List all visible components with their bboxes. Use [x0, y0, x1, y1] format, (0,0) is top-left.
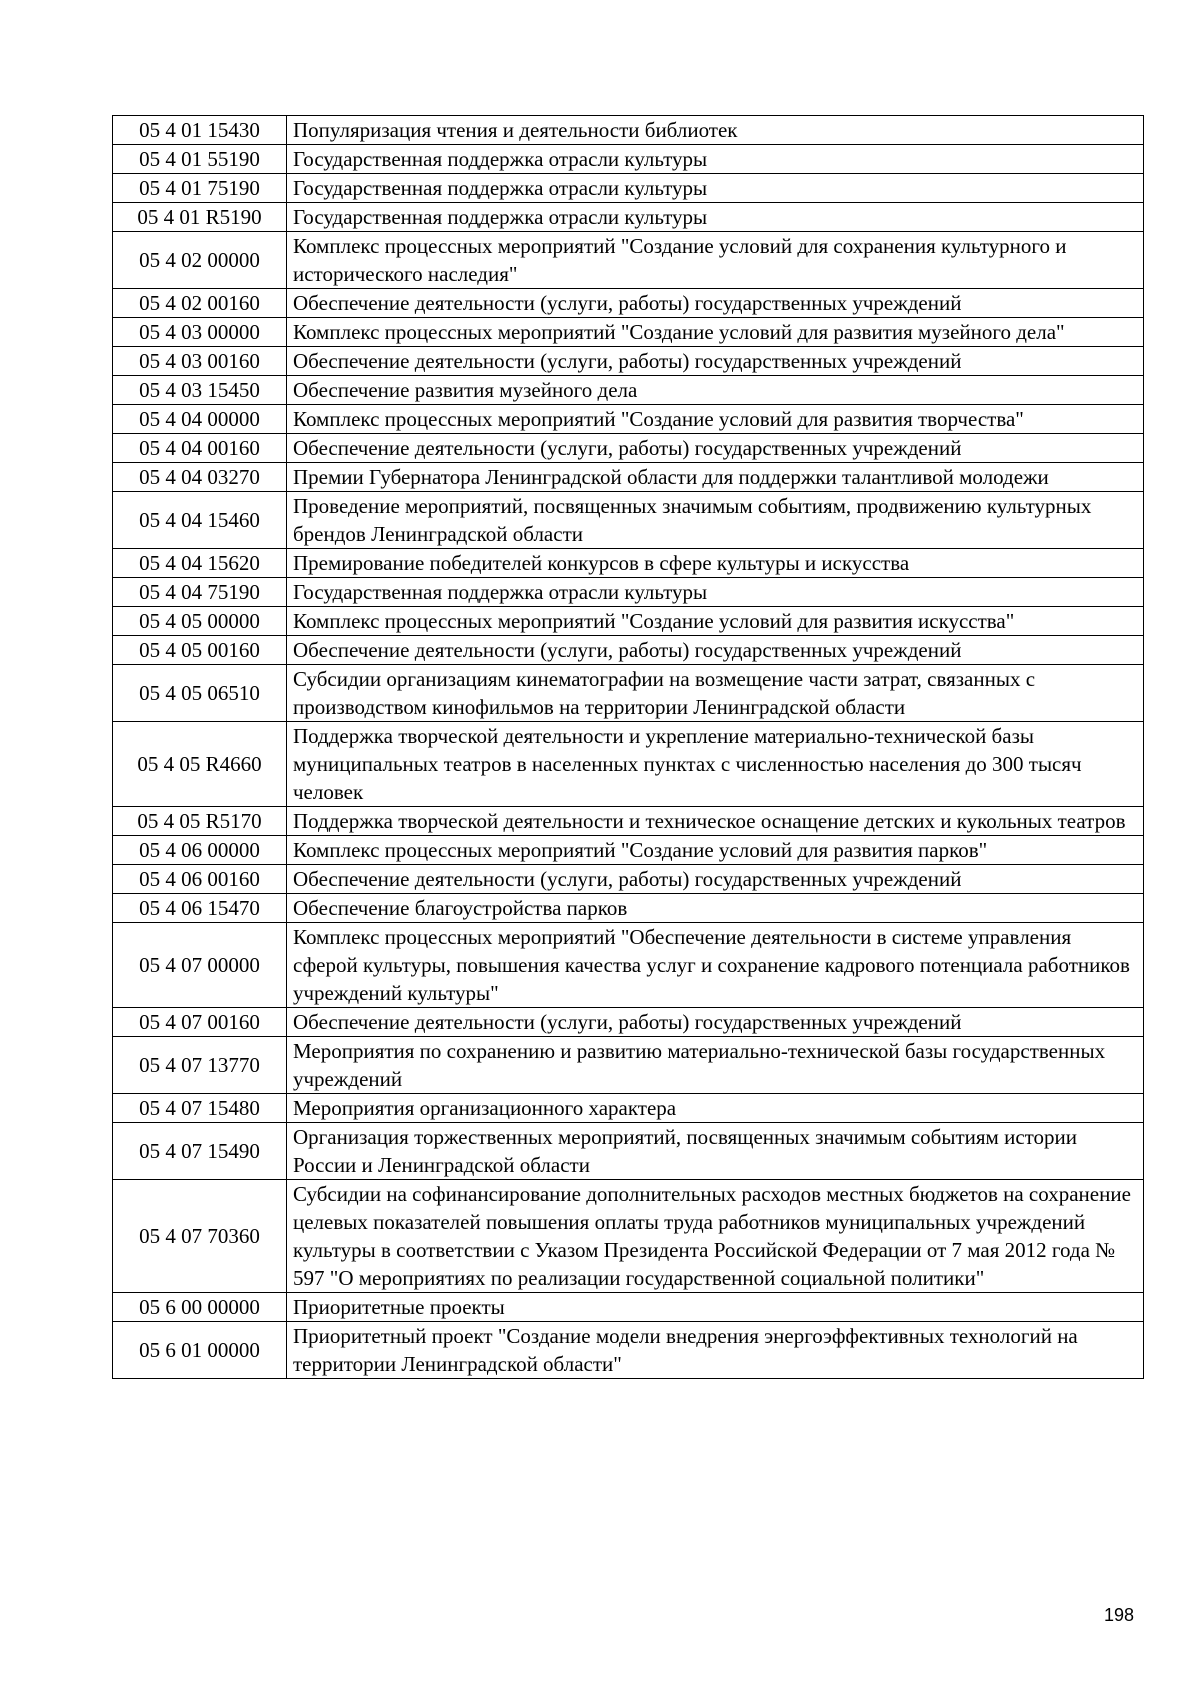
- row-name-cell: Обеспечение деятельности (услуги, работы) государственных учреждений: [287, 347, 1144, 376]
- table-row: [113, 116, 1144, 145]
- row-code-cell: 05 4 05 R5170: [113, 807, 287, 836]
- row-name-cell: Субсидии организациям кинематографии на возмещение части затрат, связанных с производством кинофильмов на территории Ленинградской области: [287, 665, 1144, 722]
- row-code-cell: 05 4 04 15620: [113, 549, 287, 578]
- row-code-cell: 05 4 01 R5190: [113, 203, 287, 232]
- table-row: [113, 1094, 1144, 1123]
- table-row: [113, 174, 1144, 203]
- row-name-cell: Государственная поддержка отрасли культуры: [287, 145, 1144, 174]
- row-code-cell: 05 4 07 70360: [113, 1180, 287, 1293]
- row-code-cell: 05 4 02 00000: [113, 232, 287, 289]
- table-row: [113, 434, 1144, 463]
- page-number: 198: [1104, 1605, 1135, 1625]
- table-row: [113, 1322, 1144, 1379]
- row-name-cell: Государственная поддержка отрасли культуры: [287, 174, 1144, 203]
- row-name-cell: Субсидии на софинансирование дополнительных расходов местных бюджетов на сохранение целевых показателей повышения оплаты труда работников муниципальных учреждений культуры в соответствии с Указом Президента Российской Федерации от 7 мая 2012 года № 597 "О мероприятиях по реализации государственной социальной политики": [287, 1180, 1144, 1293]
- row-name-cell: Премирование победителей конкурсов в сфере культуры и искусства: [287, 549, 1144, 578]
- table-row: [113, 318, 1144, 347]
- table-row: [113, 492, 1144, 549]
- row-code-cell: 05 4 04 00160: [113, 434, 287, 463]
- row-name-cell: Премии Губернатора Ленинградской области для поддержки талантливой молодежи: [287, 463, 1144, 492]
- table-row: [113, 923, 1144, 1008]
- row-name-cell: Мероприятия по сохранению и развитию материально-технической базы государственных учреждений: [287, 1037, 1144, 1094]
- row-name-cell: Обеспечение деятельности (услуги, работы) государственных учреждений: [287, 636, 1144, 665]
- table-row: [113, 807, 1144, 836]
- row-name-cell: Комплекс процессных мероприятий "Создание условий для развития парков": [287, 836, 1144, 865]
- row-code-cell: 05 4 05 00160: [113, 636, 287, 665]
- row-code-cell: 05 4 05 06510: [113, 665, 287, 722]
- row-name-cell: Проведение мероприятий, посвященных значимым событиям, продвижению культурных брендов Ленинградской области: [287, 492, 1144, 549]
- row-name-cell: Мероприятия организационного характера: [287, 1094, 1144, 1123]
- table-row: [113, 289, 1144, 318]
- row-name-cell: Обеспечение благоустройства парков: [287, 894, 1144, 923]
- row-name-cell: Комплекс процессных мероприятий "Создание условий для развития музейного дела": [287, 318, 1144, 347]
- row-code-cell: 05 4 02 00160: [113, 289, 287, 318]
- table-row: [113, 347, 1144, 376]
- table-row: [113, 865, 1144, 894]
- table-row: [113, 376, 1144, 405]
- row-name-cell: Обеспечение развития музейного дела: [287, 376, 1144, 405]
- budget-code-table: [112, 115, 1144, 1379]
- table-row: [113, 722, 1144, 807]
- table-row: [113, 894, 1144, 923]
- row-code-cell: 05 4 07 00000: [113, 923, 287, 1008]
- table-row: [113, 203, 1144, 232]
- row-code-cell: 05 4 01 55190: [113, 145, 287, 174]
- row-name-cell: Обеспечение деятельности (услуги, работы) государственных учреждений: [287, 1008, 1144, 1037]
- table-row: [113, 549, 1144, 578]
- row-name-cell: Организация торжественных мероприятий, посвященных значимым событиям истории России и Ленинградской области: [287, 1123, 1144, 1180]
- row-code-cell: 05 4 01 15430: [113, 116, 287, 145]
- row-name-cell: Комплекс процессных мероприятий "Создание условий для развития творчества": [287, 405, 1144, 434]
- row-code-cell: 05 4 06 15470: [113, 894, 287, 923]
- row-code-cell: 05 4 04 15460: [113, 492, 287, 549]
- table-row: [113, 1037, 1144, 1094]
- table-row: [113, 232, 1144, 289]
- row-code-cell: 05 4 06 00160: [113, 865, 287, 894]
- row-name-cell: Государственная поддержка отрасли культуры: [287, 578, 1144, 607]
- table-row: [113, 1123, 1144, 1180]
- table-row: [113, 1008, 1144, 1037]
- row-name-cell: Приоритетный проект "Создание модели внедрения энергоэффективных технологий на территории Ленинградской области": [287, 1322, 1144, 1379]
- row-code-cell: 05 4 01 75190: [113, 174, 287, 203]
- row-name-cell: Государственная поддержка отрасли культуры: [287, 203, 1144, 232]
- table-row: [113, 1180, 1144, 1293]
- row-name-cell: Обеспечение деятельности (услуги, работы) государственных учреждений: [287, 289, 1144, 318]
- row-code-cell: 05 4 03 00000: [113, 318, 287, 347]
- row-code-cell: 05 4 07 15480: [113, 1094, 287, 1123]
- row-code-cell: 05 4 04 75190: [113, 578, 287, 607]
- row-name-cell: Поддержка творческой деятельности и укрепление материально-технической базы муниципальных театров в населенных пунктах с численностью населения до 300 тысяч человек: [287, 722, 1144, 807]
- table-row: [113, 1293, 1144, 1322]
- row-name-cell: Поддержка творческой деятельности и техническое оснащение детских и кукольных театров: [287, 807, 1144, 836]
- row-name-cell: Обеспечение деятельности (услуги, работы) государственных учреждений: [287, 434, 1144, 463]
- row-code-cell: 05 6 00 00000: [113, 1293, 287, 1322]
- row-name-cell: Комплекс процессных мероприятий "Обеспечение деятельности в системе управления сферой культуры, повышения качества услуг и сохранение кадрового потенциала работников учреждений культуры": [287, 923, 1144, 1008]
- table-row: [113, 463, 1144, 492]
- table-row: [113, 665, 1144, 722]
- row-code-cell: 05 4 07 15490: [113, 1123, 287, 1180]
- row-code-cell: 05 4 07 13770: [113, 1037, 287, 1094]
- row-code-cell: 05 4 05 00000: [113, 607, 287, 636]
- table-row: [113, 607, 1144, 636]
- row-code-cell: 05 4 03 15450: [113, 376, 287, 405]
- row-code-cell: 05 4 06 00000: [113, 836, 287, 865]
- table-row: [113, 405, 1144, 434]
- row-code-cell: 05 4 07 00160: [113, 1008, 287, 1037]
- row-code-cell: 05 4 03 00160: [113, 347, 287, 376]
- row-name-cell: Комплекс процессных мероприятий "Создание условий для развития искусства": [287, 607, 1144, 636]
- row-name-cell: Приоритетные проекты: [287, 1293, 1144, 1322]
- row-code-cell: 05 6 01 00000: [113, 1322, 287, 1379]
- table-row: [113, 578, 1144, 607]
- row-code-cell: 05 4 04 03270: [113, 463, 287, 492]
- row-name-cell: Комплекс процессных мероприятий "Создание условий для сохранения культурного и исторического наследия": [287, 232, 1144, 289]
- table-row: [113, 836, 1144, 865]
- table-body: [113, 116, 1144, 1379]
- table-row: [113, 636, 1144, 665]
- row-code-cell: 05 4 05 R4660: [113, 722, 287, 807]
- row-code-cell: 05 4 04 00000: [113, 405, 287, 434]
- row-name-cell: Популяризация чтения и деятельности библиотек: [287, 116, 1144, 145]
- row-name-cell: Обеспечение деятельности (услуги, работы) государственных учреждений: [287, 865, 1144, 894]
- table-row: [113, 145, 1144, 174]
